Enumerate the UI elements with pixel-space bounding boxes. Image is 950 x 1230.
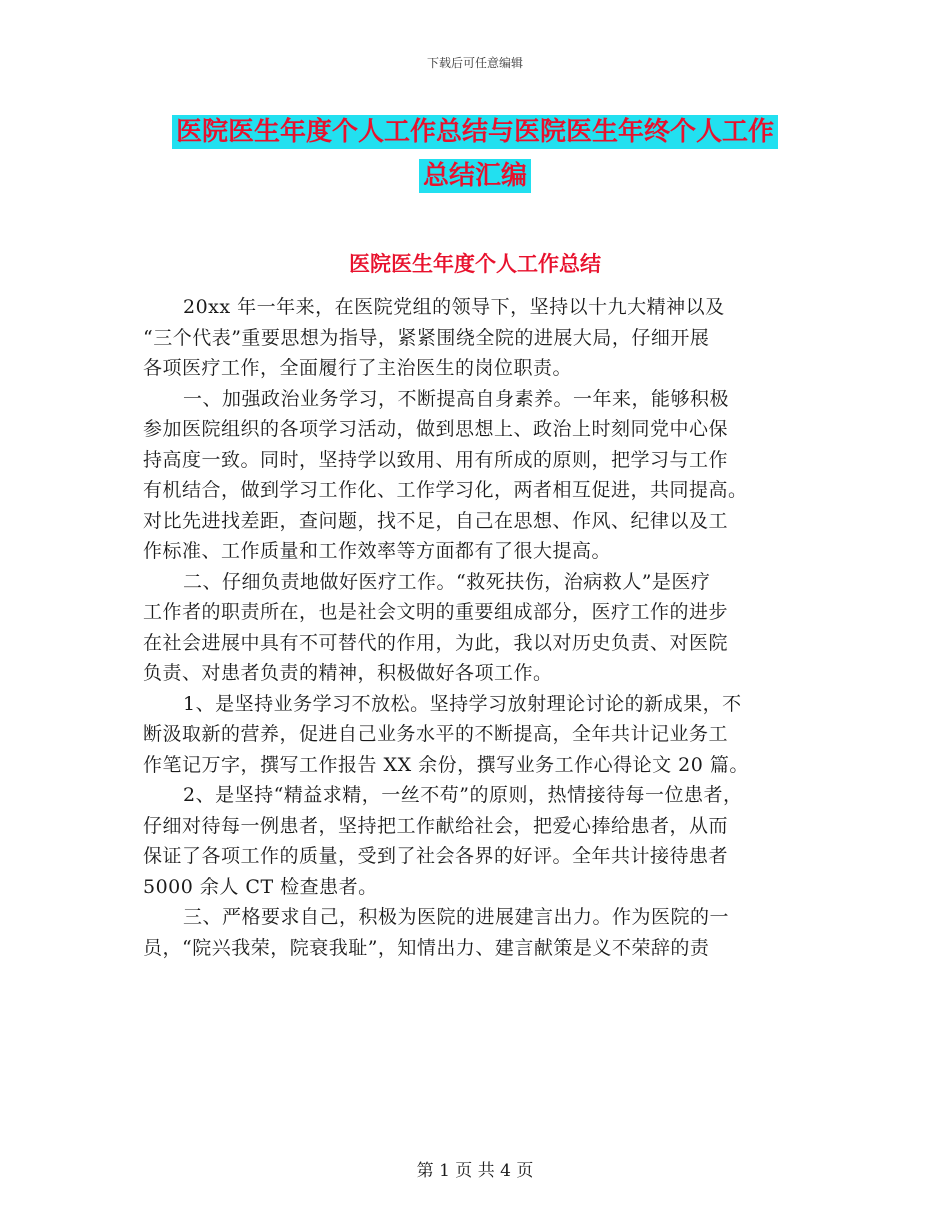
document-body	[143, 292, 813, 963]
paragraph	[143, 567, 813, 689]
paragraph-line: 各项医疗工作，全面履行了主治医生的岗位职责。	[143, 357, 573, 379]
paragraph-line: 员，“院兴我荣，院衰我耻”，知情出力、建言献策是义不荣辞的责	[143, 936, 710, 959]
paragraph-line: 2、是坚持“精益求精，一丝不苟”的原则，热情接待每一位患者，	[183, 784, 743, 806]
document-title-line-1: 医院医生年度个人工作总结与医院医生年终个人工作	[172, 115, 778, 149]
document-title-line-2: 总结汇编	[419, 159, 531, 193]
paragraph	[143, 689, 813, 781]
paragraph-line: “三个代表”重要思想为指导，紧紧围绕全院的进展大局，仔细开展	[143, 326, 710, 349]
paragraph-line: 断汲取新的营养，促进自己业务水平的不断提高，全年共计记业务工	[143, 723, 729, 745]
paragraph-line: 20xx 年一年来，在医院党组的领导下，坚持以十九大精神以及	[183, 296, 725, 318]
paragraph-line: 在社会进展中具有不可替代的作用，为此，我以对历史负责、对医院	[143, 631, 729, 654]
paragraph-line: 负责、对患者负责的精神，积极做好各项工作。	[143, 662, 553, 684]
paragraph-line: 有机结合，做到学习工作化、工作学习化，两者相互促进，共同提高。	[143, 479, 748, 501]
paragraph	[143, 780, 813, 902]
paragraph-line: 仔细对待每一例患者，坚持把工作献给社会，把爱心捧给患者，从而	[143, 814, 729, 837]
paragraph-line: 工作者的职责所在，也是社会文明的重要组成部分，医疗工作的进步	[143, 601, 729, 623]
paragraph-line: 一、加强政治业务学习，不断提高自身素养。一年来，能够积极	[183, 387, 730, 410]
paragraph	[143, 292, 813, 384]
paragraph-line: 参加医院组织的各项学习活动，做到思想上、政治上时刻同党中心保	[143, 418, 729, 440]
paragraph	[143, 902, 813, 963]
paragraph-line: 保证了各项工作的质量，受到了社会各界的好评。全年共计接待患者	[143, 845, 729, 867]
header-note: 下载后可任意编辑	[426, 56, 523, 70]
section-title: 医院医生年度个人工作总结	[349, 251, 601, 276]
paragraph-line: 作标准、工作质量和工作效率等方面都有了很大提高。	[143, 540, 612, 562]
paragraph-line: 二、仔细负责地做好医疗工作。“救死扶伤，治病救人”是医疗	[183, 570, 711, 593]
paragraph-line: 5000 余人 CT 检查患者。	[143, 875, 378, 898]
paragraph-line: 对比先进找差距，查问题，找不足，自己在思想、作风、纪律以及工	[143, 509, 729, 532]
document-title	[0, 110, 950, 198]
paragraph	[143, 384, 813, 567]
paragraph-line: 作笔记万字，撰写工作报告 XX 余份，撰写业务工作心得论文 20 篇。	[143, 753, 749, 776]
paragraph-line: 三、严格要求自己，积极为医院的进展建言出力。作为医院的一	[183, 906, 730, 928]
paragraph-line: 1、是坚持业务学习不放松。坚持学习放射理论讨论的新成果，不	[183, 692, 742, 715]
page-number: 第 1 页 共 4 页	[416, 1161, 534, 1181]
paragraph-line: 持高度一致。同时，坚持学以致用、用有所成的原则，把学习与工作	[143, 448, 729, 471]
